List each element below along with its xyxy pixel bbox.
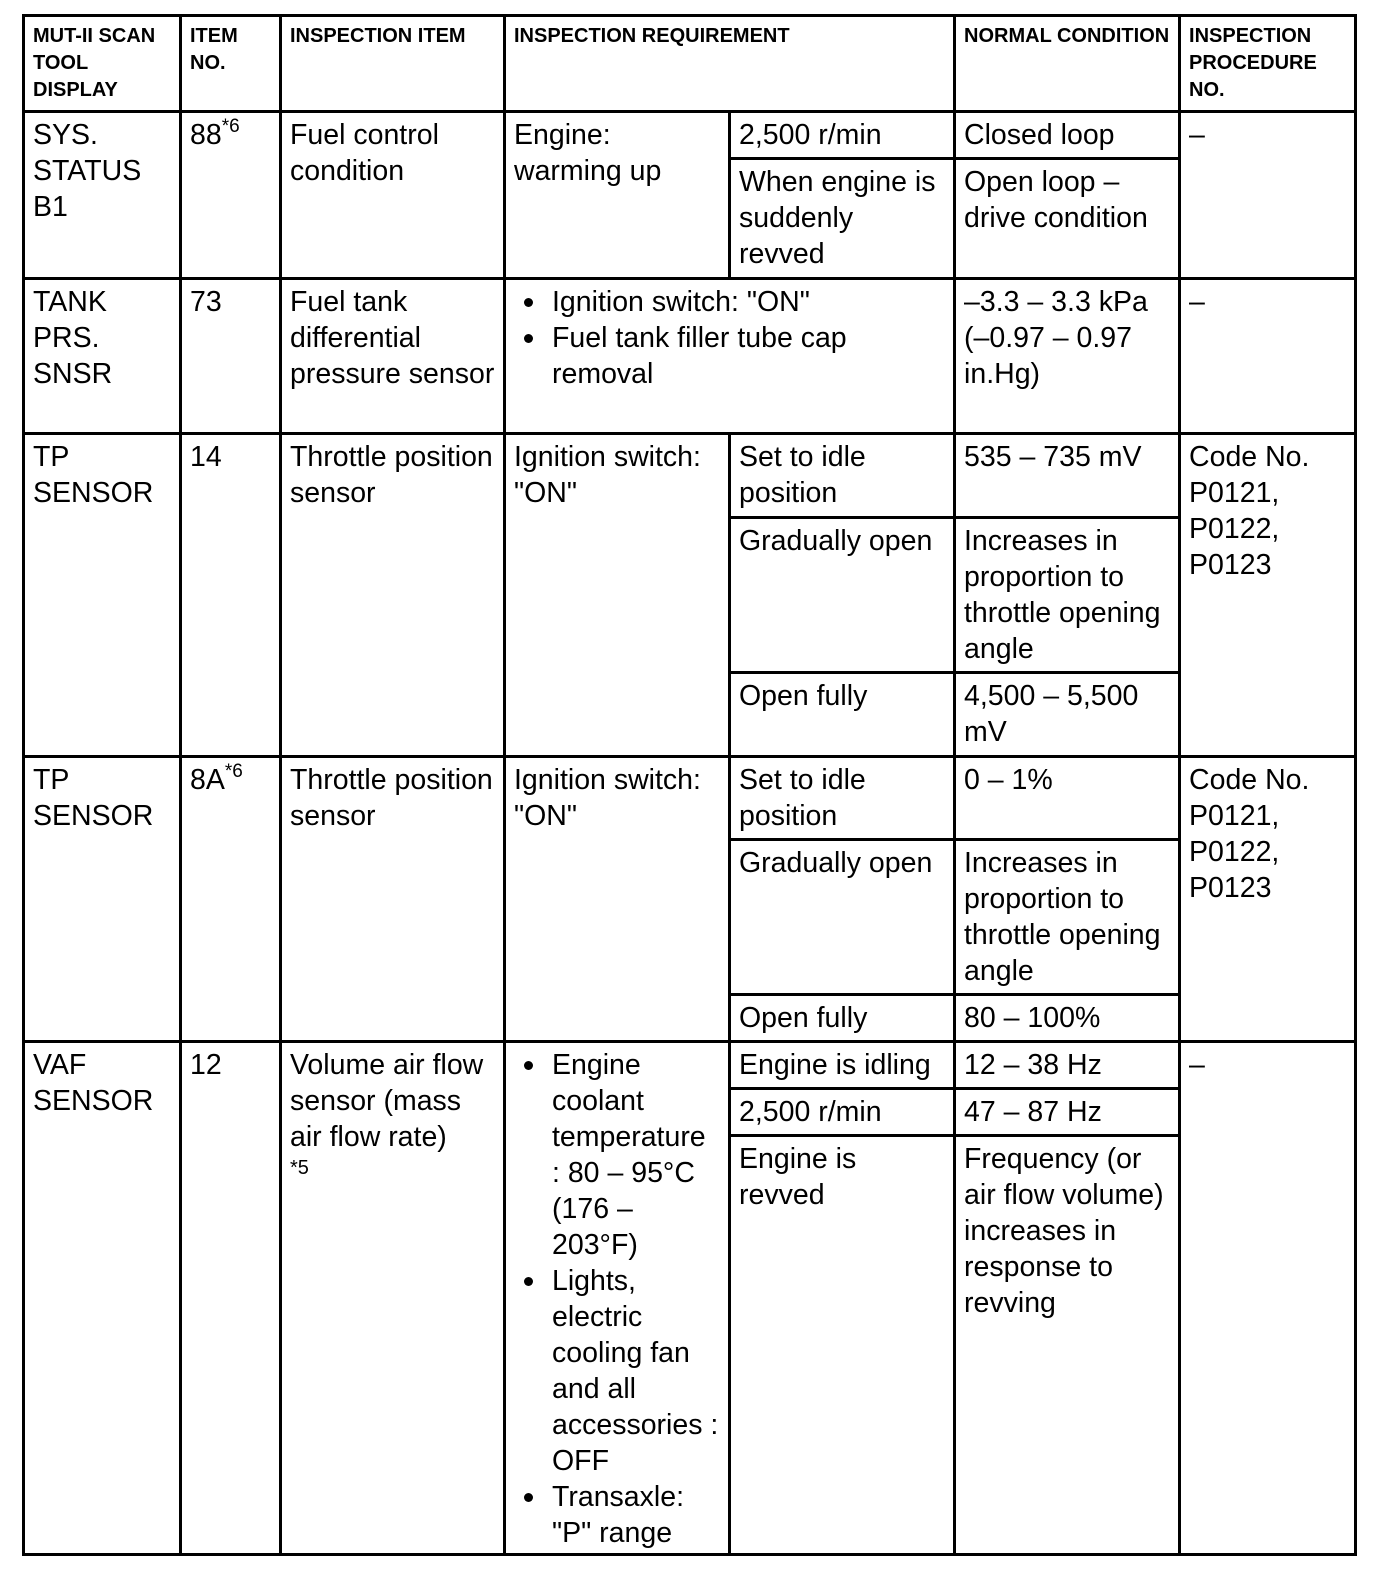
condition-state-cell: Engine is revved — [730, 1136, 955, 1555]
normal-condition-cell: –3.3 – 3.3 kPa (–0.97 – 0.97 in.Hg) — [955, 279, 1180, 434]
item-note: *6 — [221, 115, 240, 137]
condition-state-cell: Gradually open — [730, 840, 955, 995]
procedure-cell: – — [1180, 279, 1356, 434]
requirement-cell — [505, 1042, 730, 1555]
requirement-bullet: Ignition switch: "ON" — [514, 284, 945, 320]
item-no: 8A — [190, 764, 225, 796]
condition-state-cell: 2,500 r/min — [730, 1089, 955, 1136]
header-normal-condition: NORMAL CONDITION — [955, 16, 1180, 112]
normal-condition-cell: Increases in proportion to throttle opening angle — [955, 840, 1180, 995]
inspection-item-cell: Fuel control condition — [281, 112, 505, 279]
normal-condition-cell: 535 – 735 mV — [955, 434, 1180, 518]
requirement-list — [514, 284, 945, 392]
condition-state-cell: Set to idle position — [730, 757, 955, 840]
requirement-cell: Ignition switch: "ON" — [505, 757, 730, 1042]
normal-condition-cell: Frequency (or air flow volume) increases in response to revving — [955, 1136, 1180, 1555]
header-row — [24, 16, 1356, 112]
display-cell: SYS. STATUS B1 — [24, 112, 181, 279]
item-no: 88 — [190, 119, 222, 151]
requirement-bullet: Transaxle: "P" range — [514, 1479, 720, 1551]
display-cell: TP SENSOR — [24, 434, 181, 757]
requirement-bullet: Engine coolant temperature : 80 – 95°C (176 – 203°F) — [514, 1047, 720, 1263]
inspection-item-cell: Fuel tank differential pressure sensor — [281, 279, 505, 434]
table-row — [24, 757, 1356, 840]
display-cell: TP SENSOR — [24, 757, 181, 1042]
inspection-item-cell: Throttle position sensor — [281, 434, 505, 757]
table-row — [24, 279, 1356, 434]
procedure-cell: – — [1180, 1042, 1356, 1555]
requirement-bullet: Lights, electric cooling fan and all accessories : OFF — [514, 1263, 720, 1479]
inspection-item-cell: Throttle position sensor — [281, 757, 505, 1042]
header-procedure-no: INSPECTION PROCEDURE NO. — [1180, 16, 1356, 112]
requirement-bullet: Fuel tank filler tube cap removal — [514, 320, 945, 392]
normal-condition-cell: Increases in proportion to throttle opening angle — [955, 518, 1180, 673]
normal-condition-cell: 12 – 38 Hz — [955, 1042, 1180, 1089]
normal-condition-cell: 4,500 – 5,500 mV — [955, 673, 1180, 757]
table-row — [24, 112, 1356, 159]
condition-state-cell: When engine is suddenly revved — [730, 159, 955, 279]
header-inspection-requirement: INSPECTION REQUIREMENT — [505, 16, 955, 112]
item-no-cell — [181, 757, 281, 1042]
requirement-cell: Engine: warming up — [505, 112, 730, 279]
display-cell: VAF SENSOR — [24, 1042, 181, 1555]
normal-condition-cell: 47 – 87 Hz — [955, 1089, 1180, 1136]
normal-condition-cell: 0 – 1% — [955, 757, 1180, 840]
requirement-cell — [505, 279, 955, 434]
item-note: *6 — [224, 760, 243, 782]
procedure-cell: Code No. P0121, P0122, P0123 — [1180, 757, 1356, 1042]
normal-condition-cell: Closed loop — [955, 112, 1180, 159]
condition-state-cell: Open fully — [730, 995, 955, 1042]
table-row — [24, 434, 1356, 518]
item-no-cell — [181, 112, 281, 279]
table-row — [24, 1042, 1356, 1089]
item-no-cell: 14 — [181, 434, 281, 757]
display-cell: TANK PRS. SNSR — [24, 279, 181, 434]
condition-state-cell: Open fully — [730, 673, 955, 757]
item-no-cell: 12 — [181, 1042, 281, 1555]
procedure-cell: – — [1180, 112, 1356, 279]
inspection-table — [22, 14, 1357, 1556]
inspection-item-cell — [281, 1042, 505, 1555]
condition-state-cell: Set to idle position — [730, 434, 955, 518]
header-display: MUT-II SCAN TOOL DISPLAY — [24, 16, 181, 112]
inspection-item-text: Volume air flow sensor (mass air flow rate) — [290, 1049, 484, 1153]
procedure-cell: Code No. P0121, P0122, P0123 — [1180, 434, 1356, 757]
item-note: *5 — [290, 1157, 309, 1179]
condition-state-cell: Engine is idling — [730, 1042, 955, 1089]
header-item-no: ITEM NO. — [181, 16, 281, 112]
requirement-list — [514, 1047, 720, 1551]
normal-condition-cell: 80 – 100% — [955, 995, 1180, 1042]
condition-state-cell: Gradually open — [730, 518, 955, 673]
item-no-cell: 73 — [181, 279, 281, 434]
normal-condition-cell: Open loop – drive condition — [955, 159, 1180, 279]
requirement-cell: Ignition switch: "ON" — [505, 434, 730, 757]
header-inspection-item: INSPECTION ITEM — [281, 16, 505, 112]
condition-state-cell: 2,500 r/min — [730, 112, 955, 159]
